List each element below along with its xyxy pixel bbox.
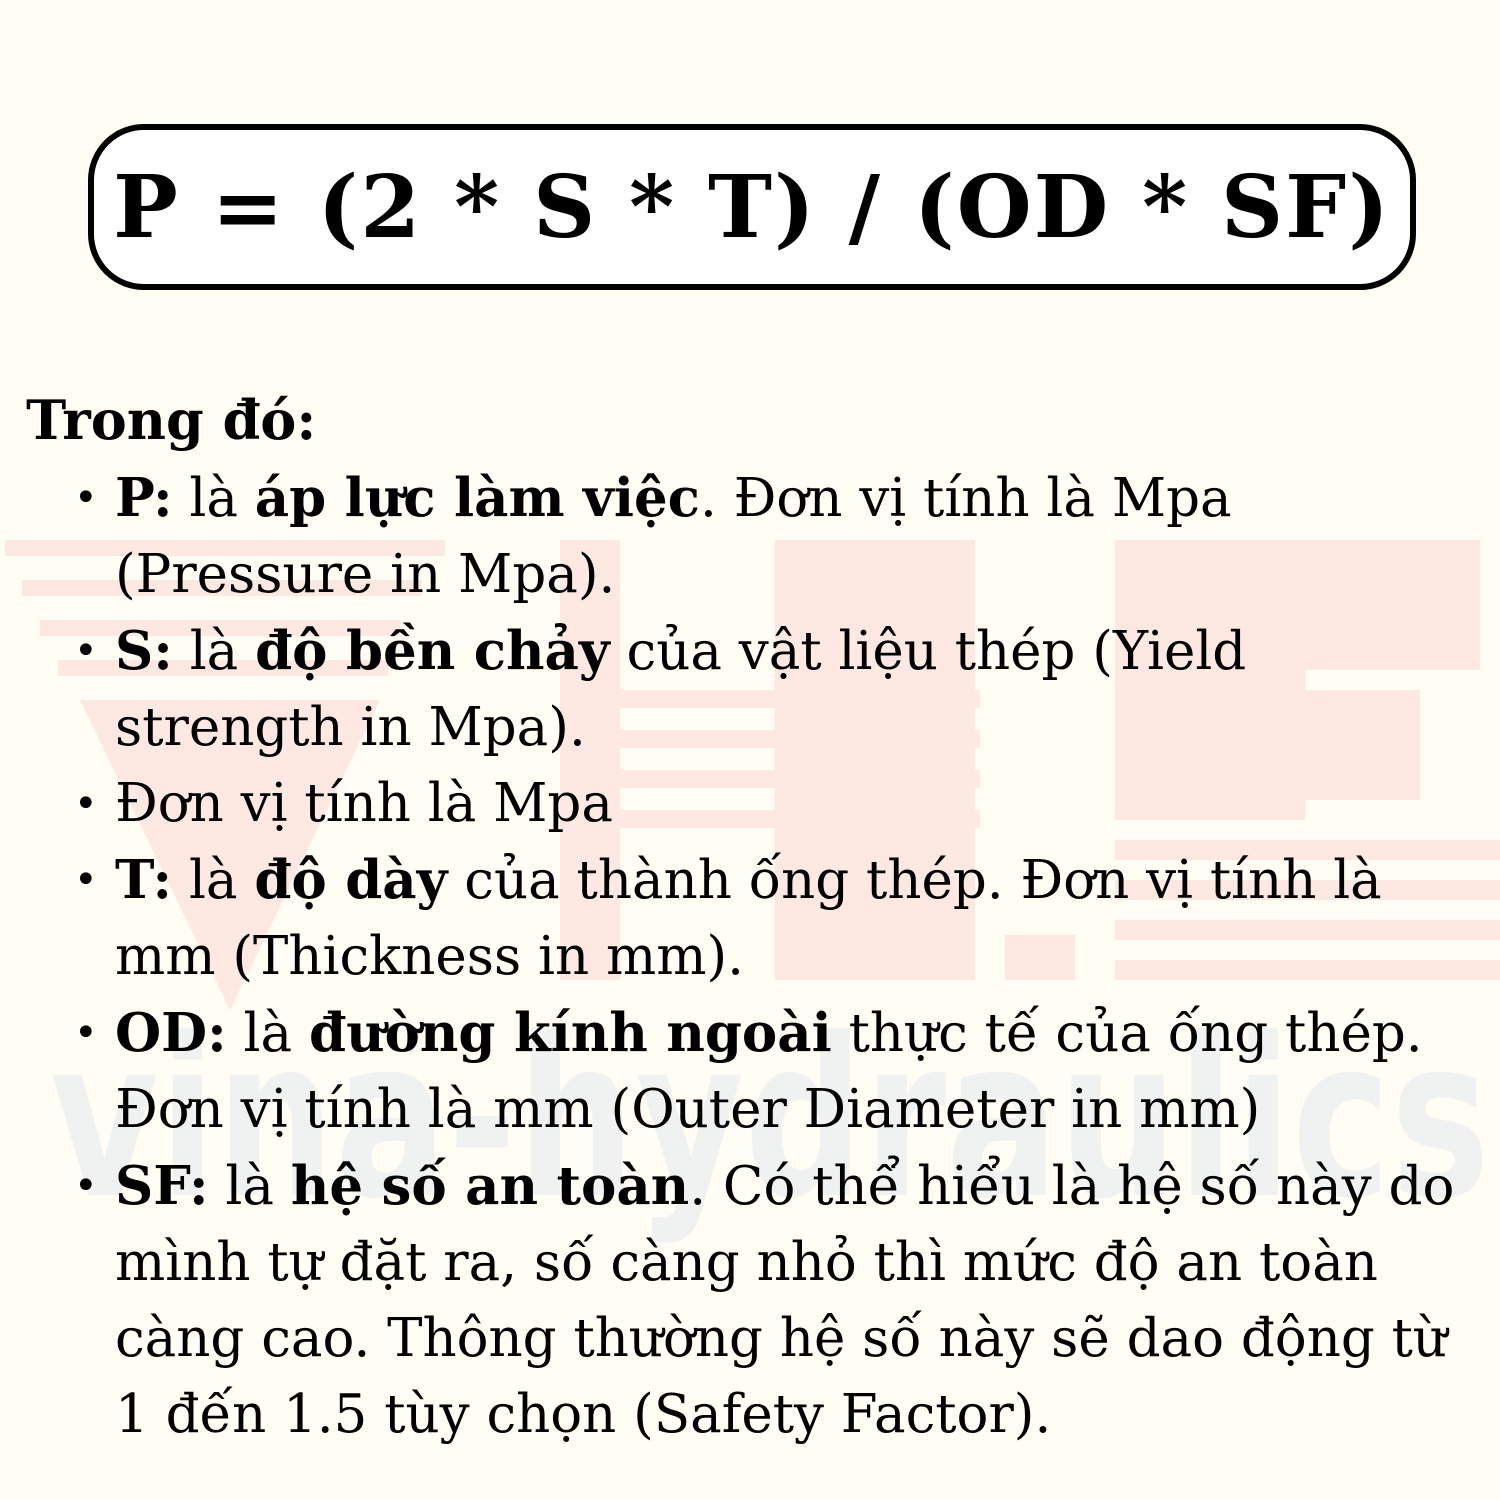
line-2: mm (Thickness in mm). (115, 926, 744, 987)
line-1: SF: là hệ số an toàn. Có thể hiểu là hệ số này do (115, 1155, 1455, 1217)
line-2: (Pressure in Mpa). (115, 544, 616, 605)
line-3: càng cao. Thông thường hệ số này sẽ dao động từ (115, 1308, 1448, 1369)
definitions-list (26, 460, 1466, 1453)
bullet-icon: • (74, 781, 98, 827)
bullet-icon: • (74, 475, 98, 521)
definitions-heading: Trong đó: (26, 388, 317, 452)
bullet-icon: • (74, 628, 98, 674)
term: P: (115, 467, 173, 529)
term: SF: (115, 1155, 209, 1217)
list-item-s (26, 613, 1466, 766)
formula: P = (2 * S * T) / (OD * SF) (113, 156, 1391, 258)
term: T: (115, 849, 173, 911)
definitions-section (26, 386, 1466, 1453)
formula-box (88, 124, 1416, 290)
line-1: P: là áp lực làm việc. Đơn vị tính là Mpa (115, 467, 1232, 529)
bullet-icon: • (74, 1010, 98, 1056)
line-1: Đơn vị tính là Mpa (115, 773, 613, 834)
term-meaning: áp lực làm việc (254, 467, 700, 529)
list-item-od (26, 995, 1466, 1148)
line-4: 1 đến 1.5 tùy chọn (Safety Factor). (115, 1384, 1052, 1445)
term: S: (115, 620, 173, 682)
bullet-icon: • (74, 1163, 98, 1209)
term-meaning: độ dày (254, 849, 448, 911)
term: OD: (115, 1002, 227, 1064)
term-meaning: hệ số an toàn (290, 1155, 690, 1217)
term-meaning: độ bền chảy (255, 620, 610, 682)
line-1: OD: là đường kính ngoài thực tế của ống thép. (115, 1002, 1423, 1064)
line-1: T: là độ dày của thành ống thép. Đơn vị tính là (115, 849, 1382, 911)
line-2: Đơn vị tính là mm (Outer Diameter in mm) (115, 1079, 1261, 1140)
list-item-sf (26, 1148, 1466, 1453)
line-2: strength in Mpa). (115, 697, 586, 758)
watermark-text: vina-hydraulics (50, 991, 1490, 1247)
list-item-unit (26, 766, 1466, 842)
line-2: mình tự đặt ra, số càng nhỏ thì mức độ an toàn (115, 1232, 1378, 1293)
bullet-icon: • (74, 857, 98, 903)
line-1: S: là độ bền chảy của vật liệu thép (Yield (115, 620, 1247, 682)
list-item-p (26, 460, 1466, 613)
list-item-t (26, 842, 1466, 995)
term-meaning: đường kính ngoài (308, 1002, 832, 1064)
